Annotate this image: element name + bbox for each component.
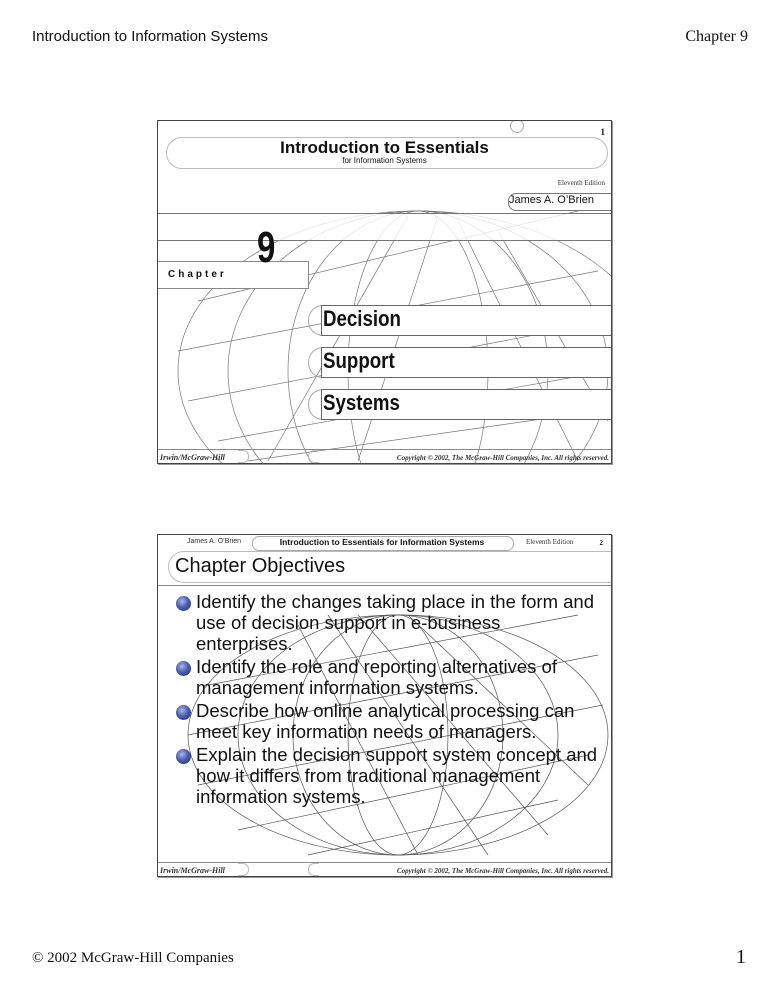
- publisher-label: Irwin/McGraw-Hill: [160, 866, 225, 875]
- page-number: 1: [736, 946, 746, 968]
- footer-divider: [158, 862, 611, 863]
- topic-word-decision: Decision: [323, 306, 401, 331]
- list-item: [172, 591, 602, 654]
- blue-orb-icon: [176, 705, 191, 720]
- topic-word-support: Support: [323, 348, 395, 373]
- slide-1-title: [157, 120, 612, 464]
- slide-subtitle: for Information Systems: [342, 156, 427, 165]
- bullet-text: Describe how online analytical processing can meet key information needs of managers.: [196, 700, 575, 742]
- slide-2-objectives: [157, 534, 612, 877]
- author-name: James A. O’Brien: [509, 194, 594, 206]
- copyright-label: Copyright © 2002, The McGraw-Hill Companies, Inc. All rights reserved.: [396, 867, 609, 875]
- copyright-label: Copyright © 2002, The McGraw-Hill Companies, Inc. All rights reserved.: [396, 454, 609, 462]
- chapter-number: 9: [257, 223, 276, 272]
- page-header-chapter: Chapter 9: [685, 28, 748, 45]
- footer-divider: [158, 449, 611, 450]
- slide-number: 2: [599, 539, 603, 547]
- header-band: [158, 213, 611, 241]
- list-item: [172, 700, 602, 742]
- topic-word-systems: Systems: [323, 390, 400, 415]
- publisher-label: Irwin/McGraw-Hill: [160, 453, 225, 462]
- objectives-list: [172, 591, 602, 809]
- blue-orb-icon: [176, 661, 191, 676]
- slide-title: Chapter Objectives: [175, 555, 346, 577]
- chapter-label: Chapter: [168, 269, 227, 280]
- list-item: [172, 656, 602, 698]
- title-divider: [158, 585, 611, 586]
- edition-label: Eleventh Edition: [557, 179, 605, 187]
- list-item: [172, 744, 602, 807]
- decorative-circle: [510, 120, 524, 133]
- footer-cap: [238, 450, 249, 463]
- bullet-text: Explain the decision support system concept and how it differs from traditional management information systems.: [196, 744, 598, 807]
- bullet-text: Identify the changes taking place in the form and use of decision support in e-business enterprises.: [196, 591, 595, 654]
- book-title: Introduction to Essentials for Information Systems: [279, 537, 485, 547]
- slide-number: 1: [600, 127, 605, 137]
- author-name: James A. O’Brien: [187, 538, 242, 545]
- footer-cap: [238, 863, 249, 876]
- bullet-text: Identify the role and reporting alternatives of management information systems.: [196, 656, 557, 698]
- footer-cap: [308, 863, 319, 876]
- slide-title: Introduction to Essentials: [280, 138, 489, 157]
- blue-orb-icon: [176, 749, 191, 764]
- footer-cap: [308, 450, 319, 463]
- edition-label: Eleventh Edition: [526, 538, 574, 546]
- page-header-title: Introduction to Information Systems: [32, 28, 268, 45]
- blue-orb-icon: [176, 596, 191, 611]
- page-footer-copyright: © 2002 McGraw-Hill Companies: [32, 950, 234, 966]
